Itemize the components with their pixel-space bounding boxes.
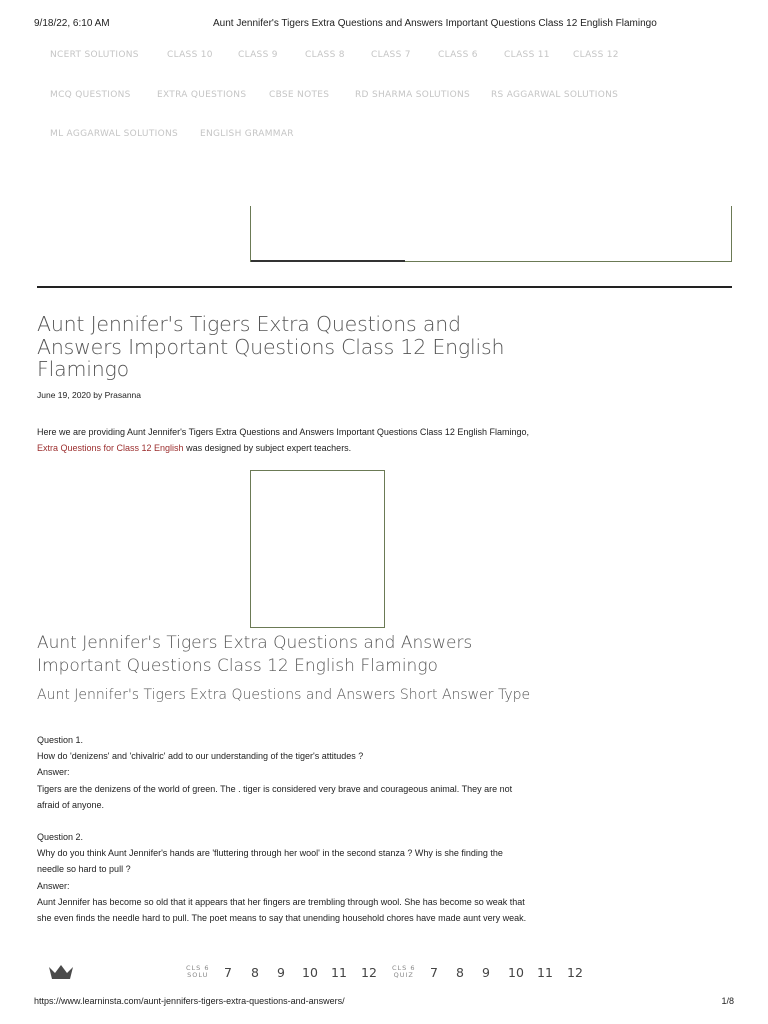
print-page-number: 1/8 <box>721 996 734 1006</box>
solutions-class-7-link[interactable]: 7 <box>224 965 232 980</box>
extra-questions-link[interactable]: Extra Questions for Class 12 English <box>37 443 184 453</box>
advertisement-frame-2 <box>250 470 385 628</box>
nav-row-2 <box>0 90 768 106</box>
ad-underline <box>251 260 405 262</box>
tag-line-1: CLS 6 <box>186 964 210 972</box>
content-divider <box>37 286 732 288</box>
nav-row-1 <box>0 50 768 66</box>
nav-item-mcq-questions[interactable]: MCQ QUESTIONS <box>50 90 131 100</box>
tag-line-2: QUIZ <box>393 971 414 979</box>
quiz-class-12-link[interactable]: 12 <box>567 965 583 980</box>
tag-line-1: CLS 6 <box>392 964 416 972</box>
intro-text-end: was designed by subject expert teachers. <box>186 443 352 453</box>
post-date: June 19, 2020 <box>37 390 91 400</box>
question-label: Question 2. <box>37 832 84 842</box>
nav-item-class-12[interactable]: CLASS 12 <box>573 50 619 60</box>
print-url: https://www.learninsta.com/aunt-jennifers-tigers-extra-questions-and-answers/ <box>34 996 345 1006</box>
post-meta <box>37 390 141 400</box>
nav-item-class-6[interactable]: CLASS 6 <box>438 50 478 60</box>
question-text: How do 'denizens' and 'chivalric' add to our understanding of the tiger's attitudes ? <box>37 751 364 762</box>
question-block-1 <box>37 732 532 813</box>
post-title: Aunt Jennifer's Tigers Extra Questions and Answers Important Questions Class 12 English Flamingo <box>37 312 505 381</box>
solutions-class-11-link[interactable]: 11 <box>331 965 347 980</box>
intro-text: Here we are providing Aunt Jennifer's Tigers Extra Questions and Answers Important Questions Class 12 English Flamingo, <box>37 427 529 437</box>
class-6-solutions-tag[interactable] <box>186 965 210 979</box>
question-label: Question 1. <box>37 735 84 745</box>
nav-item-extra-questions[interactable]: EXTRA QUESTIONS <box>157 90 247 100</box>
print-header <box>0 14 768 32</box>
answer-text: Aunt Jennifer has become so old that it appears that her fingers are trembling through wool. She has become so weak that she even finds the needle hard to pull. The poet means to say that unending household chores have made aunt very weak. <box>37 896 527 924</box>
quiz-class-9-link[interactable]: 9 <box>482 965 490 980</box>
answer-label: Answer: <box>37 767 70 778</box>
nav-item-class-8[interactable]: CLASS 8 <box>305 50 345 60</box>
solutions-class-12-link[interactable]: 12 <box>361 965 377 980</box>
nav-item-rs-aggarwal-solutions[interactable]: RS AGGARWAL SOLUTIONS <box>491 90 619 100</box>
intro-paragraph <box>37 424 532 456</box>
quiz-class-8-link[interactable]: 8 <box>456 965 464 980</box>
print-footer <box>0 994 768 1010</box>
advertisement-frame <box>250 206 732 262</box>
nav-item-class-9[interactable]: CLASS 9 <box>238 50 278 60</box>
nav-row-3 <box>0 129 768 145</box>
tag-line-2: SOLU <box>187 971 209 979</box>
question-block-2 <box>37 829 532 926</box>
nav-item-rd-sharma-solutions[interactable]: RD SHARMA SOLUTIONS <box>355 90 471 100</box>
nav-item-cbse-notes[interactable]: CBSE NOTES <box>269 90 330 100</box>
solutions-class-9-link[interactable]: 9 <box>277 965 285 980</box>
quiz-class-11-link[interactable]: 11 <box>537 965 553 980</box>
print-title: Aunt Jennifer's Tigers Extra Questions and Answers Important Questions Class 12 English Flamingo <box>213 18 657 29</box>
nav-item-ncert-solutions[interactable]: NCERT SOLUTIONS <box>50 50 139 60</box>
solutions-class-10-link[interactable]: 10 <box>302 965 318 980</box>
answer-label: Answer: <box>37 880 70 891</box>
answer-text: Tigers are the denizens of the world of green. The . tiger is considered very brave and courageous animal. They are not afraid of anyone. <box>37 783 513 810</box>
post-author[interactable]: Prasanna <box>104 390 142 400</box>
print-datetime: 9/18/22, 6:10 AM <box>34 18 110 29</box>
nav-item-ml-aggarwal-solutions[interactable]: ML AGGARWAL SOLUTIONS <box>50 129 179 139</box>
nav-item-class-11[interactable]: CLASS 11 <box>504 50 550 60</box>
nav-item-class-7[interactable]: CLASS 7 <box>371 50 411 60</box>
nav-item-class-10[interactable]: CLASS 10 <box>167 50 213 60</box>
section-heading: Aunt Jennifer's Tigers Extra Questions and Answers Important Questions Class 12 English Flamingo <box>37 633 473 676</box>
bottom-quick-links-bar <box>0 960 768 986</box>
class-6-quiz-tag[interactable] <box>392 965 416 979</box>
nav-item-english-grammar[interactable]: ENGLISH GRAMMAR <box>200 129 294 139</box>
quiz-class-10-link[interactable]: 10 <box>508 965 524 980</box>
crown-icon[interactable] <box>48 964 74 980</box>
question-text: Why do you think Aunt Jennifer's hands are 'fluttering through her wool' in the second stanza ? Why is she finding the needle so hard to pull ? <box>37 848 503 875</box>
quiz-class-7-link[interactable]: 7 <box>430 965 438 980</box>
solutions-class-8-link[interactable]: 8 <box>251 965 259 980</box>
post-by: by <box>93 390 103 400</box>
section-subheading: Aunt Jennifer's Tigers Extra Questions and Answers Short Answer Type <box>37 687 531 703</box>
